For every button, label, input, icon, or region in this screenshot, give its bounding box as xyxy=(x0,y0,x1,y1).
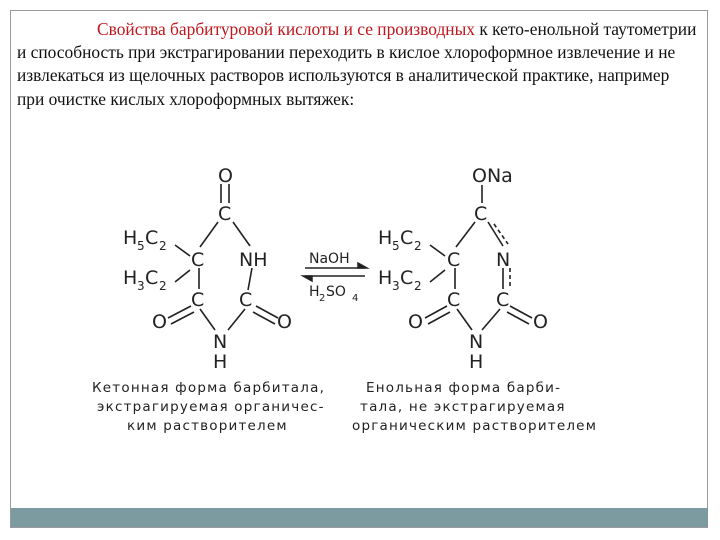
keto-o4: O xyxy=(152,311,167,333)
enol-o4: O xyxy=(408,311,423,333)
keto-ethyl2-c: C xyxy=(145,267,159,289)
enol-o6: O xyxy=(533,311,548,333)
reagent-reverse-sub4: 4 xyxy=(352,293,359,304)
caption-left-line3: ким растворителем xyxy=(127,418,288,434)
keto-ethyl1-sub5: 5 xyxy=(137,239,145,253)
keto-nh: NH xyxy=(239,249,268,271)
keto-top-oxygen: O xyxy=(218,165,233,187)
enol-c2: C xyxy=(474,203,488,225)
intro-rest: к кето-енольной таутометрии и способность при экстрагировании переходить в кислое хлороформное извлечение и не извлекаться из щелочных растворов используются в аналитической практике, например при очистке кислых хлороформных вытяжек: xyxy=(17,19,697,109)
enol-top-ona: ONa xyxy=(472,165,513,187)
keto-c5: C xyxy=(191,249,205,271)
keto-c6: C xyxy=(239,289,253,311)
keto-ethyl1-h: H xyxy=(123,227,138,249)
keto-h1: H xyxy=(213,351,228,373)
keto-c2: C xyxy=(218,203,232,225)
enol-c6: C xyxy=(496,289,510,311)
enol-h1: H xyxy=(469,351,484,373)
keto-ethyl1-sub2: 2 xyxy=(159,239,167,253)
enol-n3: N xyxy=(496,249,511,271)
reagent-forward: NaOH xyxy=(309,251,350,267)
enol-ethyl1-h: H xyxy=(378,227,393,249)
enol-ethyl2-h: H xyxy=(378,267,393,289)
reagent-reverse-so: SO xyxy=(326,284,346,300)
intro-highlight: Свойства барбитуровой кислоты и се производных xyxy=(97,19,475,39)
reagent-reverse-sub2: 2 xyxy=(319,293,326,304)
keto-ethyl2-h: H xyxy=(123,267,138,289)
keto-ethyl2-sub3: 3 xyxy=(137,279,145,293)
keto-o6: O xyxy=(277,311,292,333)
caption-left-line1: Кетонная форма барбитала, xyxy=(92,380,326,396)
caption-right-line3: органическим растворителем xyxy=(352,418,598,434)
enol-ethyl2-sub2: 2 xyxy=(414,279,422,293)
caption-left-line2: экстрагируемая органичес- xyxy=(97,399,325,415)
enol-ethyl2-c: C xyxy=(400,267,414,289)
enol-ethyl1-c: C xyxy=(400,227,414,249)
reagent-reverse-h: H xyxy=(309,284,320,300)
keto-n1: N xyxy=(213,331,228,353)
keto-ethyl2-sub2: 2 xyxy=(159,279,167,293)
enol-ethyl1-sub2: 2 xyxy=(414,239,422,253)
enol-c5: C xyxy=(447,249,461,271)
enol-ethyl2-sub3: 3 xyxy=(392,279,400,293)
caption-right-line2: тала, не экстрагируемая xyxy=(360,399,566,415)
enol-n1: N xyxy=(469,331,484,353)
enol-c4: C xyxy=(447,289,461,311)
caption-right-line1: Енольная форма барби- xyxy=(366,380,562,396)
keto-ethyl1-c: C xyxy=(145,227,159,249)
enol-ethyl1-sub5: 5 xyxy=(392,239,400,253)
keto-c4: C xyxy=(191,289,205,311)
footer-bar xyxy=(11,508,708,527)
